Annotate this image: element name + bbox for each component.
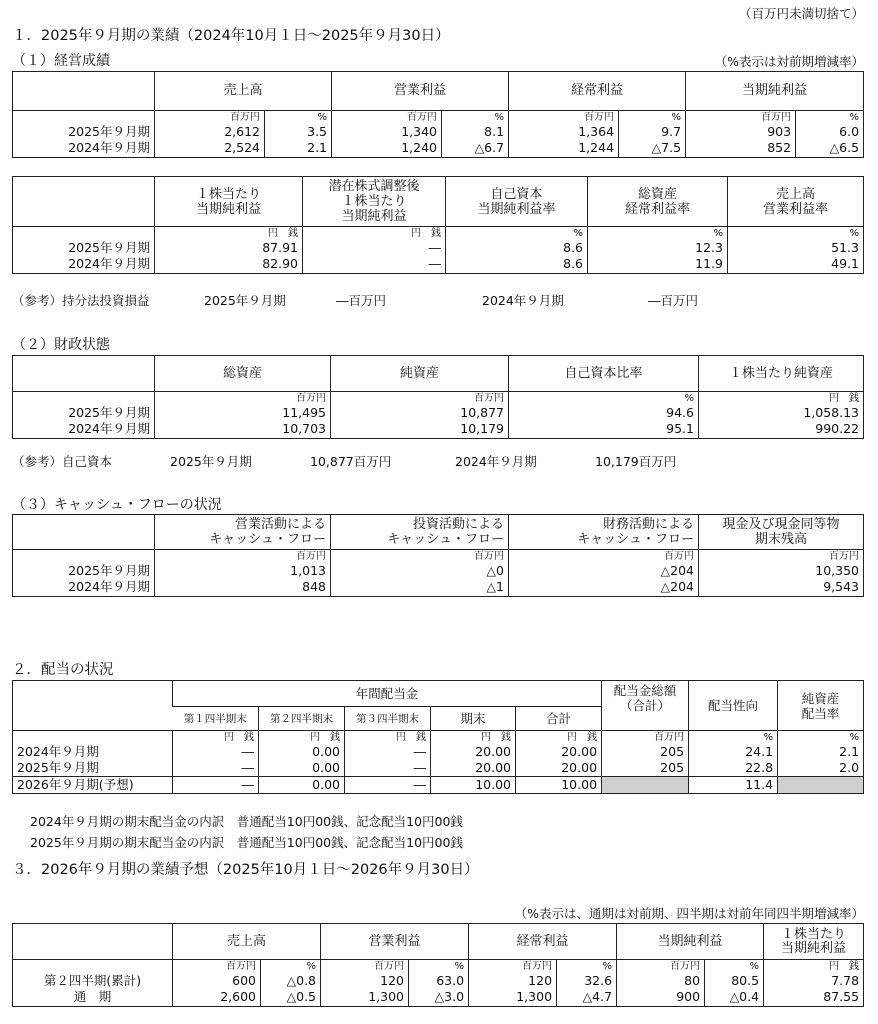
operating-results-table <box>12 71 864 158</box>
header-total: 合計 <box>516 707 602 731</box>
row-label: 通 期 <box>73 989 112 1004</box>
unit-label: % <box>796 111 864 125</box>
cell: 990.22 <box>699 421 864 439</box>
ref-equity-label: （参考）自己資本 <box>12 454 113 469</box>
unit-label: % <box>509 392 699 406</box>
forecast-pct-note: （%表示は、通期は対前期、四半期は対前年同四半期増減率） <box>514 906 864 921</box>
cell: 49.1 <box>728 256 864 274</box>
unit-label: % <box>619 111 686 125</box>
header-q2: 第２四半期末 <box>259 707 345 731</box>
table-row <box>13 973 864 989</box>
unit-label: 百万円 <box>332 111 442 125</box>
cell: 205 <box>602 760 689 777</box>
forecast-heading: ３．2026年９月期の業績予想（2025年10月１日～2026年９月30日） <box>12 862 479 878</box>
unit-label: 百万円 <box>331 392 509 406</box>
cell: 0.00 <box>259 744 345 760</box>
cell: 20.00 <box>431 760 516 777</box>
header-diluted-eps: 潜在株式調整後 １株当たり 当期純利益 <box>303 177 446 227</box>
cell: 8.1 <box>442 124 509 140</box>
cell: 11.4 <box>689 777 778 794</box>
dividends-table <box>12 680 864 794</box>
cell: △7.5 <box>619 140 686 158</box>
cell: 1,300 <box>469 989 557 1007</box>
unit-label: % <box>261 960 321 974</box>
cell: 87.91 <box>155 240 303 256</box>
cell: 80.5 <box>705 973 764 989</box>
cell: 1,240 <box>332 140 442 158</box>
dividend-note-2024: 2024年９月期の期末配当金の内訳 普通配当10円00銭、記念配当10円00銭 <box>30 814 463 829</box>
header-operating-income: 営業利益 <box>321 924 469 960</box>
header-eps: １株当たり 当期純利益 <box>155 177 303 227</box>
header-dividend-on-equity: 純資産 配当率 <box>778 681 864 731</box>
header-payout-ratio: 配当性向 <box>689 681 778 731</box>
cell: ― <box>173 777 259 794</box>
row-label: 2024年９月期 <box>68 421 150 436</box>
cell: 10,703 <box>155 421 331 439</box>
cell: 1,244 <box>509 140 619 158</box>
cell: △1 <box>331 579 509 597</box>
ref-value-2024: ―百万円 <box>648 293 699 308</box>
unit-label: 百万円 <box>155 392 331 406</box>
cell: 87.55 <box>764 989 864 1007</box>
header-net-income: 当期純利益 <box>617 924 764 960</box>
cell: 51.3 <box>728 240 864 256</box>
cash-flow-heading: （３）キャッシュ・フローの状況 <box>12 497 222 513</box>
cell: 1,300 <box>321 989 409 1007</box>
header-net-income: 当期純利益 <box>686 72 864 111</box>
row-label: 2024年９月期 <box>68 140 150 155</box>
shaded-cell <box>602 777 689 794</box>
ref-value-2024: 10,179百万円 <box>595 454 677 469</box>
row-label: 2024年９月期 <box>68 579 150 594</box>
cell: 1,364 <box>509 124 619 140</box>
cell: 600 <box>173 973 261 989</box>
section1-title: １．2025年９月期の業績（2024年10月１日～2025年９月30日） <box>12 28 450 44</box>
cell: △0.4 <box>705 989 764 1007</box>
row-label: 2025年９月期 <box>68 240 150 255</box>
table-row <box>13 124 864 140</box>
operating-results-heading: （１）経営成績 <box>12 53 110 69</box>
header-year-end: 期末 <box>431 707 516 731</box>
cell: 6.0 <box>796 124 864 140</box>
unit-label: 百万円 <box>699 550 864 564</box>
corner-cell <box>13 72 155 111</box>
header-q1: 第１四半期末 <box>173 707 259 731</box>
row-label: 2025年９月期 <box>68 405 150 420</box>
header-operating-income: 営業利益 <box>332 72 509 111</box>
unit-label: % <box>588 227 728 241</box>
cell: 0.00 <box>259 760 345 777</box>
unit-label: 円 銭 <box>699 392 864 406</box>
cell: △0.8 <box>261 973 321 989</box>
cell: 10.00 <box>431 777 516 794</box>
unit-note: （百万円未満切捨て） <box>738 6 864 21</box>
unit-label: % <box>705 960 764 974</box>
header-total-assets: 総資産 <box>155 356 331 392</box>
cell: ― <box>345 744 431 760</box>
unit-label: 円 銭 <box>431 731 516 745</box>
header-financing-cf: 財務活動による キャッシュ・フロー <box>509 515 699 550</box>
cell: 94.6 <box>509 405 699 421</box>
unit-label: 円 銭 <box>259 731 345 745</box>
cell: 20.00 <box>516 744 602 760</box>
unit-label: % <box>557 960 617 974</box>
table-row <box>13 579 864 597</box>
cell: 10,179 <box>331 421 509 439</box>
unit-label: 円 銭 <box>155 227 303 241</box>
cell: 12.3 <box>588 240 728 256</box>
cell: 852 <box>686 140 796 158</box>
unit-label: % <box>689 731 778 745</box>
table-row <box>13 989 864 1007</box>
cell: 20.00 <box>431 744 516 760</box>
unit-label: 円 銭 <box>764 960 864 974</box>
cell: ― <box>303 256 446 274</box>
ref-period-2025: 2025年９月期 <box>170 454 252 469</box>
header-eps: １株当たり 当期純利益 <box>764 924 864 960</box>
table-row <box>13 421 864 439</box>
cell: 10,350 <box>699 563 864 579</box>
unit-label: 円 銭 <box>345 731 431 745</box>
cell: 903 <box>686 124 796 140</box>
cell: 7.78 <box>764 973 864 989</box>
ref-period-2025: 2025年９月期 <box>204 293 286 308</box>
table-row <box>13 140 864 158</box>
unit-label: % <box>442 111 509 125</box>
cell: 1,340 <box>332 124 442 140</box>
unit-label: % <box>778 731 864 745</box>
header-investing-cf: 投資活動による キャッシュ・フロー <box>331 515 509 550</box>
header-equity-ratio: 自己資本比率 <box>509 356 699 392</box>
cell: ― <box>345 760 431 777</box>
cell: △4.7 <box>557 989 617 1007</box>
financial-position-heading: （２）財政状態 <box>12 337 110 353</box>
cell: 32.6 <box>557 973 617 989</box>
table-row <box>13 744 864 760</box>
ref-period-2024: 2024年９月期 <box>482 293 564 308</box>
unit-label: 百万円 <box>602 731 689 745</box>
cell: ― <box>173 744 259 760</box>
table-row <box>13 760 864 777</box>
unit-label: % <box>265 111 332 125</box>
cell: 11.9 <box>588 256 728 274</box>
cell: △3.0 <box>409 989 469 1007</box>
header-op-margin: 売上高 営業利益率 <box>728 177 864 227</box>
cell: 80 <box>617 973 705 989</box>
unit-label: % <box>728 227 864 241</box>
cell: 20.00 <box>516 760 602 777</box>
cell: △0.5 <box>261 989 321 1007</box>
unit-label: 百万円 <box>173 960 261 974</box>
unit-label: 円 銭 <box>516 731 602 745</box>
cell: 120 <box>469 973 557 989</box>
header-net-assets: 純資産 <box>331 356 509 392</box>
row-label: 2026年９月期(予想) <box>13 777 173 794</box>
cell: 848 <box>155 579 331 597</box>
cell: △204 <box>509 579 699 597</box>
header-cash-balance: 現金及び現金同等物 期末残高 <box>699 515 864 550</box>
cell: 9.7 <box>619 124 686 140</box>
cell: 2,600 <box>173 989 261 1007</box>
cell: 82.90 <box>155 256 303 274</box>
cell: △6.5 <box>796 140 864 158</box>
unit-label: 百万円 <box>155 111 265 125</box>
header-roe: 自己資本 当期純利益率 <box>446 177 588 227</box>
cell: 8.6 <box>446 240 588 256</box>
header-operating-cf: 営業活動による キャッシュ・フロー <box>155 515 331 550</box>
row-label: 2024年９月期 <box>68 256 150 271</box>
cell: 1,058.13 <box>699 405 864 421</box>
unit-label: 百万円 <box>686 111 796 125</box>
cell: 120 <box>321 973 409 989</box>
table-row-forecast <box>13 777 864 794</box>
shaded-cell <box>778 777 864 794</box>
cell: △204 <box>509 563 699 579</box>
unit-label: % <box>446 227 588 241</box>
header-sales: 売上高 <box>155 72 332 111</box>
cell: 63.0 <box>409 973 469 989</box>
ref-period-2024: 2024年９月期 <box>455 454 537 469</box>
ref-value-2025: ―百万円 <box>336 293 387 308</box>
cell: 2,612 <box>155 124 265 140</box>
cell: 10.00 <box>516 777 602 794</box>
header-ordinary-income: 経常利益 <box>509 72 686 111</box>
cell: 11,495 <box>155 405 331 421</box>
cash-flow-table <box>12 514 864 597</box>
ratios-table <box>12 176 864 274</box>
unit-label: 百万円 <box>617 960 705 974</box>
dividends-heading: ２．配当の状況 <box>12 662 114 678</box>
cell: ― <box>303 240 446 256</box>
forecast-table <box>12 923 864 1007</box>
header-total-dividends: 配当金総額 （合計） <box>602 681 689 731</box>
cell: 3.5 <box>265 124 332 140</box>
annual-dividend-header: 年間配当金 <box>173 681 602 707</box>
table-row <box>13 563 864 579</box>
header-sales: 売上高 <box>173 924 321 960</box>
header-roa: 総資産 経常利益率 <box>588 177 728 227</box>
cell: ― <box>173 760 259 777</box>
cell: △0 <box>331 563 509 579</box>
financial-position-table <box>12 355 864 439</box>
cell: 2.1 <box>265 140 332 158</box>
table-row <box>13 405 864 421</box>
cell: △6.7 <box>442 140 509 158</box>
unit-label: 円 銭 <box>173 731 259 745</box>
cell: 95.1 <box>509 421 699 439</box>
cell: 9,543 <box>699 579 864 597</box>
cell: 2,524 <box>155 140 265 158</box>
unit-label: 百万円 <box>331 550 509 564</box>
row-label: 2025年９月期 <box>17 760 99 775</box>
unit-label: 円 銭 <box>303 227 446 241</box>
unit-label: % <box>409 960 469 974</box>
cell: 0.00 <box>259 777 345 794</box>
row-label: 2025年９月期 <box>68 563 150 578</box>
unit-label: 百万円 <box>509 111 619 125</box>
cell: 2.0 <box>778 760 864 777</box>
cell: 1,013 <box>155 563 331 579</box>
table-row <box>13 256 864 274</box>
ref-value-2025: 10,877百万円 <box>310 454 392 469</box>
row-label: 2025年９月期 <box>68 124 150 139</box>
header-q3: 第３四半期末 <box>345 707 431 731</box>
unit-label: 百万円 <box>321 960 409 974</box>
cell: 8.6 <box>446 256 588 274</box>
dividend-note-2025: 2025年９月期の期末配当金の内訳 普通配当10円00銭、記念配当10円00銭 <box>30 835 463 850</box>
cell: ― <box>345 777 431 794</box>
cell: 900 <box>617 989 705 1007</box>
ref-equity-method-label: （参考）持分法投資損益 <box>12 293 150 308</box>
cell: 24.1 <box>689 744 778 760</box>
cell: 10,877 <box>331 405 509 421</box>
cell: 205 <box>602 744 689 760</box>
cell: 2.1 <box>778 744 864 760</box>
row-label: 2024年９月期 <box>17 744 99 759</box>
unit-label: 百万円 <box>469 960 557 974</box>
table-row <box>13 240 864 256</box>
pct-note: （%表示は対前期増減率） <box>714 54 864 69</box>
row-label: 第２四半期(累計) <box>43 973 142 988</box>
header-ordinary-income: 経常利益 <box>469 924 617 960</box>
cell: 22.8 <box>689 760 778 777</box>
header-bps: １株当たり純資産 <box>699 356 864 392</box>
unit-label: 百万円 <box>509 550 699 564</box>
unit-label: 百万円 <box>155 550 331 564</box>
